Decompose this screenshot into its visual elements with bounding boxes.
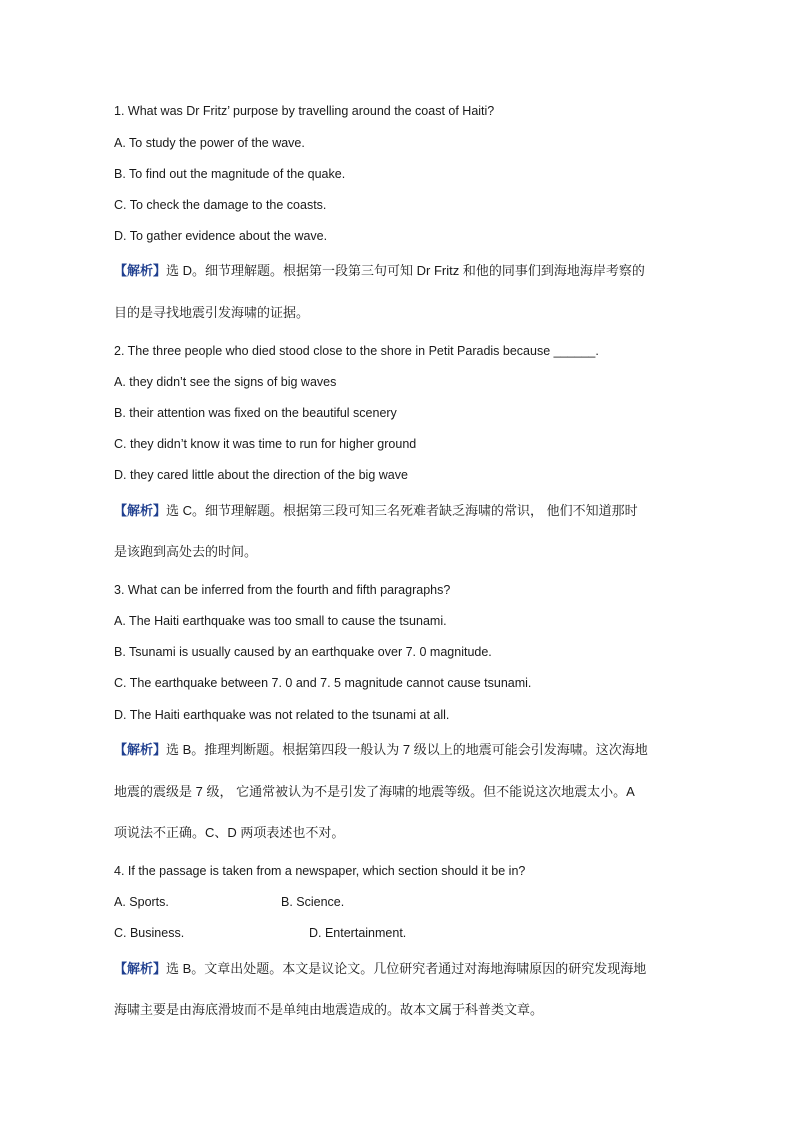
question-3-analysis-line-3: 项说法不正确。C、D 两项表述也不对。 <box>114 825 345 840</box>
question-4-option-d: D. Entertainment. <box>309 926 407 940</box>
question-2-stem: 2. The three people who died stood close to the shore in Petit Paradis because ______. <box>114 344 599 358</box>
analysis-tag: 【解析】 <box>114 263 167 278</box>
question-1-option-b: B. To find out the magnitude of the quake. <box>114 167 346 181</box>
question-2-option-d: D. they cared little about the direction of the big wave <box>114 468 408 482</box>
question-3-analysis-line-1: 【解析】选 B。推理判断题。根据第四段一般认为 7 级以上的地震可能会引发海啸。这次海地 <box>114 742 648 757</box>
question-2-option-c: C. they didn’t know it was time to run for higher ground <box>114 437 417 451</box>
question-3-option-c: C. The earthquake between 7. 0 and 7. 5 magnitude cannot cause tsunami. <box>114 676 532 690</box>
question-4-option-b: B. Science. <box>281 895 345 909</box>
question-4-stem: 4. If the passage is taken from a newspaper, which section should it be in? <box>114 864 526 878</box>
question-4-analysis-line-2: 海啸主要是由海底滑坡而不是单纯由地震造成的。故本文属于科普类文章。 <box>114 1002 544 1017</box>
question-2-analysis-line-1: 【解析】选 C。细节理解题。根据第三段可知三名死难者缺乏海啸的常识， 他们不知道那时 <box>114 503 638 518</box>
question-3-option-a: A. The Haiti earthquake was too small to cause the tsunami. <box>114 614 447 628</box>
question-3-stem: 3. What can be inferred from the fourth and fifth paragraphs? <box>114 583 451 597</box>
question-2-option-b: B. their attention was fixed on the beautiful scenery <box>114 406 397 420</box>
question-1-analysis-line-2: 目的是寻找地震引发海啸的证据。 <box>114 305 310 320</box>
question-1-option-d: D. To gather evidence about the wave. <box>114 229 328 243</box>
question-2-option-a: A. they didn’t see the signs of big waves <box>114 375 337 389</box>
question-3-option-b: B. Tsunami is usually caused by an earthquake over 7. 0 magnitude. <box>114 645 492 659</box>
analysis-tag: 【解析】 <box>114 961 167 976</box>
document-page <box>114 0 694 1123</box>
analysis-tag: 【解析】 <box>114 742 167 757</box>
question-1-option-a: A. To study the power of the wave. <box>114 136 305 150</box>
analysis-tag: 【解析】 <box>114 503 167 518</box>
question-4-option-c: C. Business. <box>114 926 185 940</box>
question-1-option-c: C. To check the damage to the coasts. <box>114 198 327 212</box>
question-1-analysis-line-1: 【解析】选 D。细节理解题。根据第一段第三句可知 Dr Fritz 和他的同事们到海地海岸考察的 <box>114 263 645 278</box>
question-2-analysis-line-2: 是该跑到高处去的时间。 <box>114 544 258 559</box>
question-3-option-d: D. The Haiti earthquake was not related to the tsunami at all. <box>114 708 450 722</box>
question-1-stem: 1. What was Dr Fritz’ purpose by travelling around the coast of Haiti? <box>114 104 495 118</box>
question-3-analysis-line-2: 地震的震级是 7 级， 它通常被认为不是引发了海啸的地震等级。但不能说这次地震太小。A <box>114 784 635 799</box>
question-4-analysis-line-1: 【解析】选 B。文章出处题。本文是议论文。几位研究者通过对海地海啸原因的研究发现海地 <box>114 961 647 976</box>
question-4-option-a: A. Sports. <box>114 895 169 909</box>
